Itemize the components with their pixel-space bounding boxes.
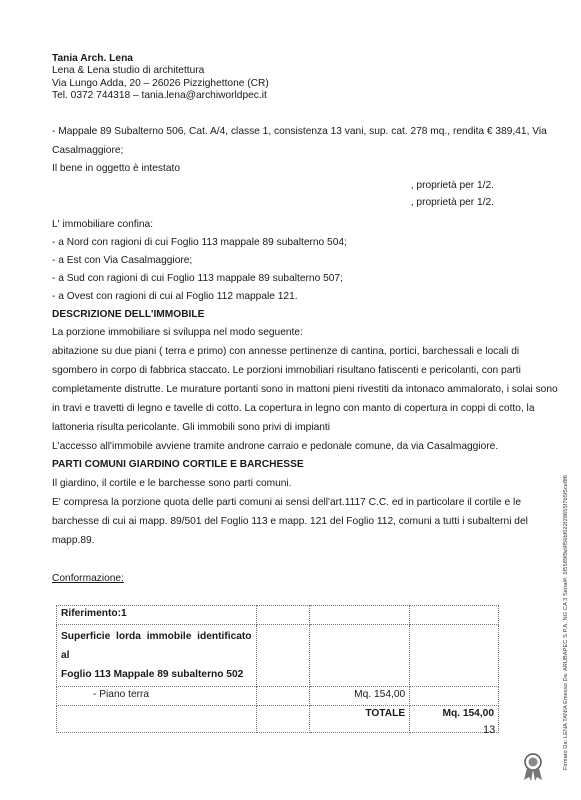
table-row bbox=[57, 625, 499, 687]
accesso-line: L'accesso all'immobile avviene tramite androne carraio e pedonale comune, da via Casalmaggiore. bbox=[52, 441, 499, 452]
mappale-line: - Mappale 89 Subalterno 506, Cat. A/4, classe 1, consistenza 13 vani, sup. cat. 278 mq., rendita € 389,41, Via bbox=[52, 126, 547, 137]
totale-label-cell: TOTALE bbox=[310, 706, 410, 733]
confine-nord: - a Nord con ragioni di cui Foglio 113 mappale 89 subalterno 504; bbox=[52, 237, 347, 248]
superficie-line: Foglio 113 Mappale 89 subalterno 502 bbox=[61, 669, 244, 680]
studio-name: Lena & Lena studio di architettura bbox=[52, 65, 205, 77]
descrizione-intro: La porzione immobiliare si sviluppa nel modo seguente: bbox=[52, 327, 303, 338]
descrizione-heading: DESCRIZIONE DELL'IMMOBILE bbox=[52, 309, 205, 320]
conformazione-label: Conformazione: bbox=[52, 573, 124, 584]
totale-value-cell: Mq. 154,00 bbox=[410, 706, 499, 733]
confine-est: - a Est con Via Casalmaggiore; bbox=[52, 255, 193, 266]
confini-title: L' immobiliare confina: bbox=[52, 219, 154, 230]
table-row bbox=[57, 687, 499, 706]
parti-comuni-heading: PARTI COMUNI GIARDINO CORTILE E BARCHESSE bbox=[52, 459, 304, 470]
descrizione-line: sgombero in corpo di fabbrica staccato. Le porzioni immobiliari risultano fatiscenti e pericolanti, con parti bbox=[52, 365, 521, 376]
property-share-2: , proprietà per 1/2. bbox=[410, 197, 494, 208]
author-name: Tania Arch. Lena bbox=[52, 53, 133, 64]
riferimento-cell: Riferimento:1 bbox=[57, 606, 257, 625]
piano-cell: - Piano terra bbox=[57, 687, 257, 706]
superficie-line: Superficie lorda immobile identificato al bbox=[61, 631, 252, 661]
table-row bbox=[57, 706, 499, 733]
parti-comuni-line: E' compresa la porzione quota delle parti comuni ai sensi dell'art.1117 C.C. ed in particolare il cortile e le bbox=[52, 497, 521, 508]
descrizione-line: completamente distrutte. Le murature portanti sono in mattoni pieni rivestiti da intonaco ammalorato, i solai sono bbox=[52, 384, 558, 395]
descrizione-line: abitazione su due piani ( terra e primo) con annesse pertinenze di cantina, portici, barchessali e locali di bbox=[52, 346, 520, 357]
page-number: 13 bbox=[483, 724, 496, 736]
parti-comuni-line: Il giardino, il cortile e le barchesse sono parti comuni. bbox=[52, 478, 292, 489]
letterhead bbox=[52, 53, 269, 102]
descrizione-line: in travi e travetti di legno e tavelle di cotto. La copertura in legno con manto di copertura in coppi di cotto, la bbox=[52, 403, 535, 414]
confine-sud: - a Sud con ragioni di cui Foglio 113 mappale 89 subalterno 507; bbox=[52, 273, 343, 284]
parti-comuni-line: barchesse di cui ai mapp. 89/501 del Foglio 113 e mapp. 121 del Foglio 112, comuni a tutti i subalterni del bbox=[52, 516, 528, 527]
conformazione-table bbox=[56, 605, 499, 733]
seal-icon bbox=[520, 752, 546, 782]
digital-signature-strip: Firmato Da: LENA TANIA Emesso Da: ARUBAPEC S.P.A. NG CA 3 Serial#: 5f5589f9e9f56bf022f28655f7b5f5ce8f6 bbox=[563, 474, 569, 770]
studio-address: Via Lungo Adda, 20 – 26026 Pizzighettone (CR) bbox=[52, 77, 269, 89]
table-row bbox=[57, 606, 499, 625]
confine-ovest: - a Ovest con ragioni di cui al Foglio 112 mappale 121. bbox=[52, 291, 298, 302]
property-share-1: , proprietà per 1/2. bbox=[410, 180, 494, 191]
owner-intro: Il bene in oggetto è intestato bbox=[52, 163, 181, 174]
mappale-line-cont: Casalmaggiore; bbox=[52, 145, 124, 156]
piano-value-cell: Mq. 154,00 bbox=[310, 687, 410, 706]
superficie-cell bbox=[57, 625, 257, 687]
descrizione-line-last: lattoneria risulta pericolante. Gli immobili sono privi di impianti bbox=[52, 422, 331, 433]
studio-contact: Tel. 0372 744318 – tania.lena@archiworldpec.it bbox=[52, 89, 267, 101]
parti-comuni-last-line: mapp.89. bbox=[52, 535, 95, 546]
